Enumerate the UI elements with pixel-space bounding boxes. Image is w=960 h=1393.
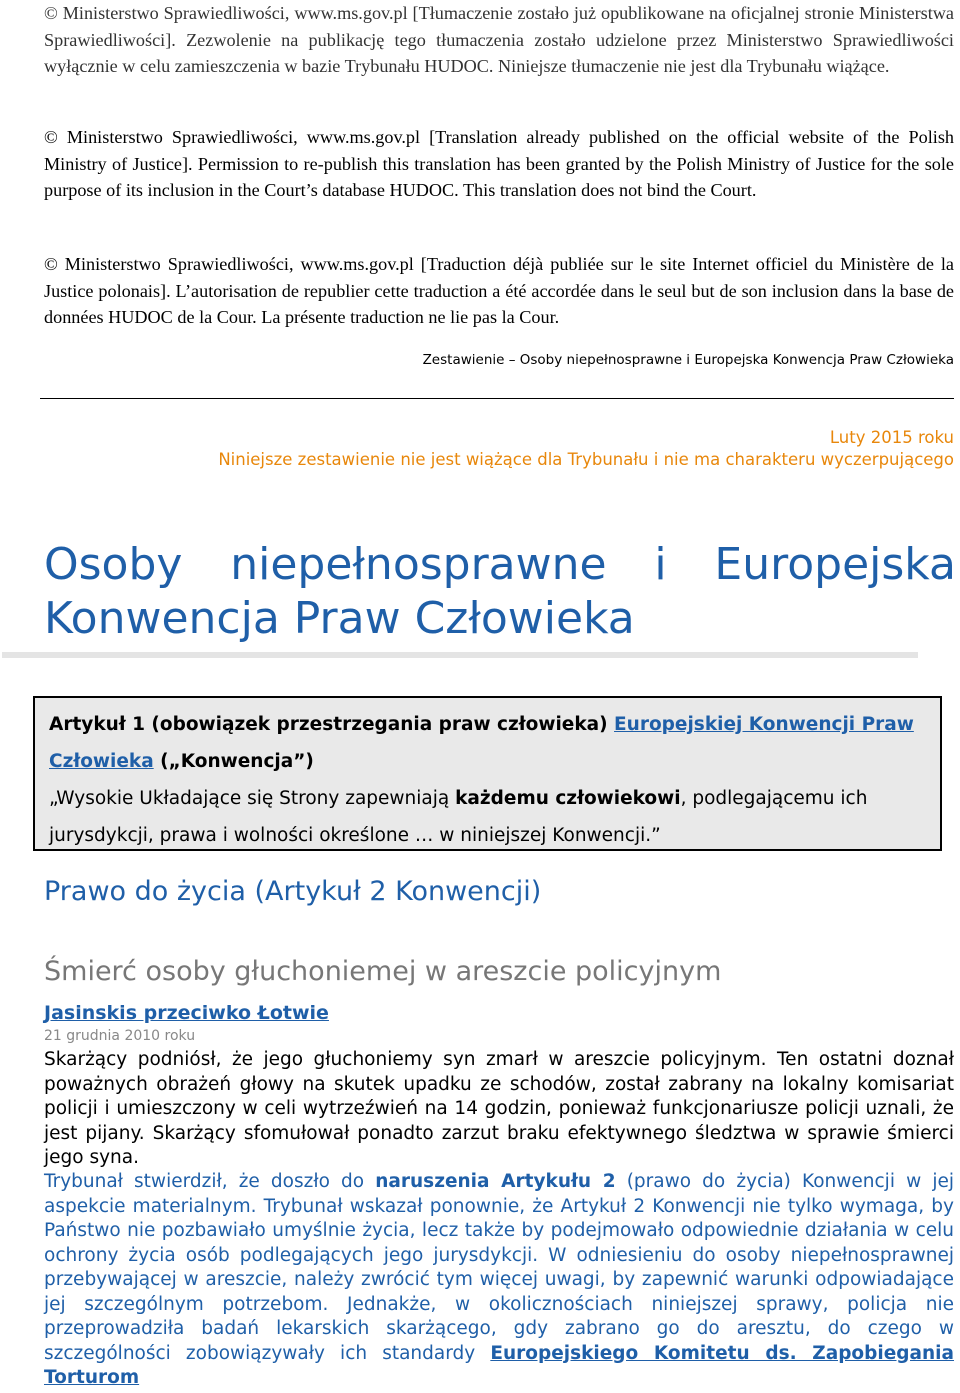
article-1-quote-emphasis: każdemu człowiekowi	[455, 788, 681, 809]
article-1-quote-start: „Wysokie Układające się Strony zapewniają	[49, 788, 456, 809]
translation-notice-pl: © Ministerstwo Sprawiedliwości, www.ms.gov.pl [Tłumaczenie zostało już opublikowane na oficjalnej stronie Ministerstwa Sprawiedliwości]. Zezwolenie na publikację tego tłumaczenia zostało udzielone przez Ministerstwo Sprawiedliwości wyłącznie w celu zamieszczenia w bazie Trybunału HUDOC. Niniejsze tłumaczenie nie jest dla Trybunału wiążące.	[44, 3, 954, 76]
title-divider	[2, 652, 918, 658]
page-title	[44, 538, 956, 646]
ruling-text-body: (prawo do życia) Konwencji w jej aspekcie materialnym. Trybunał wskazał ponownie, że Artykuł 2 Konwencji nie tylko wymaga, by Państwo nie pozbawiało umyślnie życia, lecz także by podejmowało odpowiednie działania w celu ochrony życia osób podlegających jego jurysdykcji. W odniesieniu do osoby niepełnosprawnej przebywającej w areszcie, należy zwrócić tym więcej uwagi, by zapewnić warunki odpowiadające jej szczególnym potrzebom. Jednakże, w okolicznościach niniejszej sprawy, policja nie przeprowadziła badań lekarskich skarżącego, gdy zabrano go do aresztu, do czego w szczególności zobowiązywały ich standardy	[44, 1171, 954, 1364]
article-1-heading: Artykuł 1 (obowiązek przestrzegania praw człowieka)	[49, 714, 615, 735]
article-1-quote-end: , podlegającemu ich jurysdykcji, prawa i wolności określone … w niniejszej Konwencji.”	[49, 788, 868, 846]
page-title-line-2: Konwencja Praw Człowieka	[44, 593, 635, 644]
subsection-heading: Śmierć osoby głuchoniemej w areszcie policyjnym	[44, 956, 722, 987]
convention-abbrev: („Konwencja”)	[153, 751, 314, 772]
running-header: Zestawienie – Osoby niepełnosprawne i Europejska Konwencja Praw Człowieka	[422, 352, 954, 368]
header-divider	[40, 398, 954, 399]
translation-notice-fr: © Ministerstwo Sprawiedliwości, www.ms.gov.pl [Traduction déjà publiée sur le site Internet officiel du Ministère de la Justice polonais]. L’autorisation de republier cette traduction a été accordée dans le seul but de son inclusion dans la base de données HUDOC de la Cour. La présente traduction ne lie pas la Cour.	[44, 254, 954, 327]
translation-notice-en: © Ministerstwo Sprawiedliwości, www.ms.gov.pl [Translation already published on the official website of the Polish Ministry of Justice]. Permission to re-publish this translation has been granted by the Polish Ministry of Justice for the sole purpose of its inclusion in the Court’s database HUDOC. This translation does not bind the Court.	[44, 127, 954, 200]
page-title-line-1	[44, 538, 956, 592]
title-word: niepełnosprawne	[230, 539, 607, 590]
ruling-text-start: Trybunał stwierdził, że doszło do	[44, 1171, 376, 1192]
case-facts: Skarżący podniósł, że jego głuchoniemy syn zmarł w areszcie policyjnym. Ten ostatni doznał poważnych obrażeń głowy na skutek upadku ze schodów, został zabrany na lokalny komisariat policji i umieszczony w celi wytrzeźwień na 14 godzin, ponieważ funkcjonariusze policji uznali, że jest pijany. Skarżący sfomułował ponadto zarzut braku efektywnego śledztwa w sprawie śmierci jego syna.	[44, 1049, 954, 1168]
disclaimer-text: Niniejsze zestawienie nie jest wiążące dla Trybunału i nie ma charakteru wyczerpującego	[218, 450, 954, 469]
convention-link[interactable]: Europejskiej Konwencji Praw Człowieka	[49, 714, 914, 772]
publication-date: Luty 2015 roku	[829, 428, 954, 447]
title-word: Osoby	[44, 539, 183, 590]
article-1-box	[33, 696, 942, 851]
title-word: i	[654, 539, 667, 590]
ruling-violation: naruszenia Artykułu 2	[375, 1171, 616, 1192]
case-date: 21 grudnia 2010 roku	[44, 1028, 196, 1044]
cpt-standards-link[interactable]: Europejskiego Komitetu ds. Zapobiegania Torturom	[44, 1342, 954, 1388]
case-ruling	[44, 1170, 954, 1391]
section-heading: Prawo do życia (Artykuł 2 Konwencji)	[44, 876, 542, 907]
case-link[interactable]: Jasinskis przeciwko Łotwie	[44, 1002, 329, 1024]
title-word: Europejska	[714, 539, 956, 590]
